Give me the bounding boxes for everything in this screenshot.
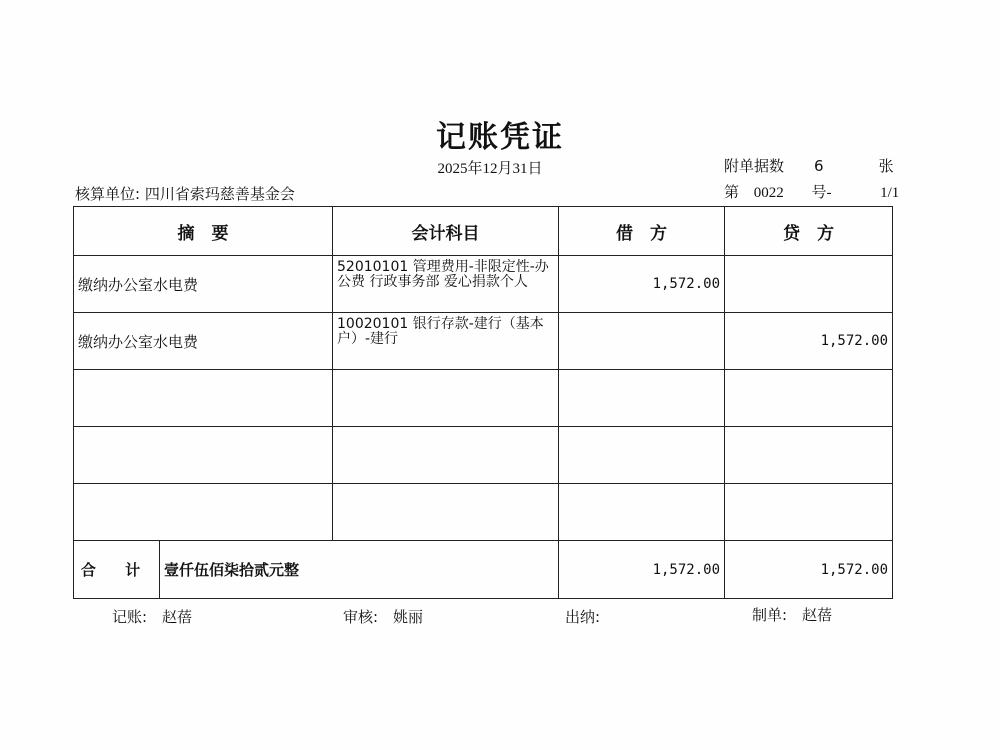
- entry-summary: [74, 370, 333, 427]
- footer-reviewer: 审核: 姚丽: [343, 608, 424, 626]
- entry-summary: [74, 427, 333, 484]
- voucher-table: [73, 206, 893, 599]
- entry-debit: [559, 370, 725, 427]
- entry-credit: [725, 370, 893, 427]
- total-debit: 1,572.00: [559, 541, 725, 599]
- entry-credit: [725, 484, 893, 541]
- table-row: [74, 370, 893, 427]
- total-label: 合 计: [74, 541, 160, 599]
- voucher-no-suffix: 号-: [811, 185, 832, 201]
- header-credit: 贷 方: [725, 207, 893, 256]
- attachment-count: [724, 155, 894, 176]
- header-debit: 借 方: [559, 207, 725, 256]
- accounting-unit: [75, 183, 295, 204]
- entry-summary: 缴纳办公室水电费: [74, 313, 333, 370]
- unit-name: 四川省索玛慈善基金会: [144, 185, 295, 203]
- entry-debit: [559, 427, 725, 484]
- table-row: [74, 484, 893, 541]
- entry-account: [333, 484, 559, 541]
- entry-debit: [559, 313, 725, 370]
- total-credit: 1,572.00: [725, 541, 893, 599]
- entry-account: [333, 370, 559, 427]
- voucher-title: 记账凭证: [436, 120, 564, 155]
- unit-label: 核算单位:: [75, 185, 141, 203]
- entry-debit: [559, 484, 725, 541]
- entry-credit: [725, 427, 893, 484]
- table-row: [74, 256, 893, 313]
- entry-summary: 缴纳办公室水电费: [74, 256, 333, 313]
- footer-cashier: 出纳:: [565, 608, 601, 626]
- voucher-no-number: 0022: [753, 185, 784, 201]
- total-row: [74, 541, 893, 599]
- entry-account: 10020101 银行存款-建行（基本户）-建行: [333, 313, 559, 370]
- voucher-no-prefix: 第: [724, 185, 740, 201]
- footer-bookkeeper: 记账: 赵蓓: [112, 608, 193, 626]
- attachment-unit: 张: [878, 157, 894, 175]
- table-header-row: [74, 207, 893, 256]
- entry-debit: 1,572.00: [559, 256, 725, 313]
- table-row: [74, 427, 893, 484]
- footer-preparer: 制单: 赵蓓: [752, 606, 833, 624]
- voucher-date: 2025年12月31日: [437, 161, 543, 177]
- table-row: [74, 313, 893, 370]
- entry-credit: [725, 256, 893, 313]
- total-amount-words: 壹仟伍佰柒拾贰元整: [160, 541, 559, 599]
- voucher-no-page: 1/1: [880, 185, 900, 201]
- header-summary: 摘 要: [74, 207, 333, 256]
- entry-credit: 1,572.00: [725, 313, 893, 370]
- voucher-number: [724, 181, 899, 202]
- attachment-label: 附单据数: [724, 157, 785, 175]
- entry-account: 52010101 管理费用-非限定性-办公费 行政事务部 爱心捐款个人: [333, 256, 559, 313]
- entry-account: [333, 427, 559, 484]
- attachment-number: 6: [814, 157, 824, 175]
- header-account: 会计科目: [333, 207, 559, 256]
- entry-summary: [74, 484, 333, 541]
